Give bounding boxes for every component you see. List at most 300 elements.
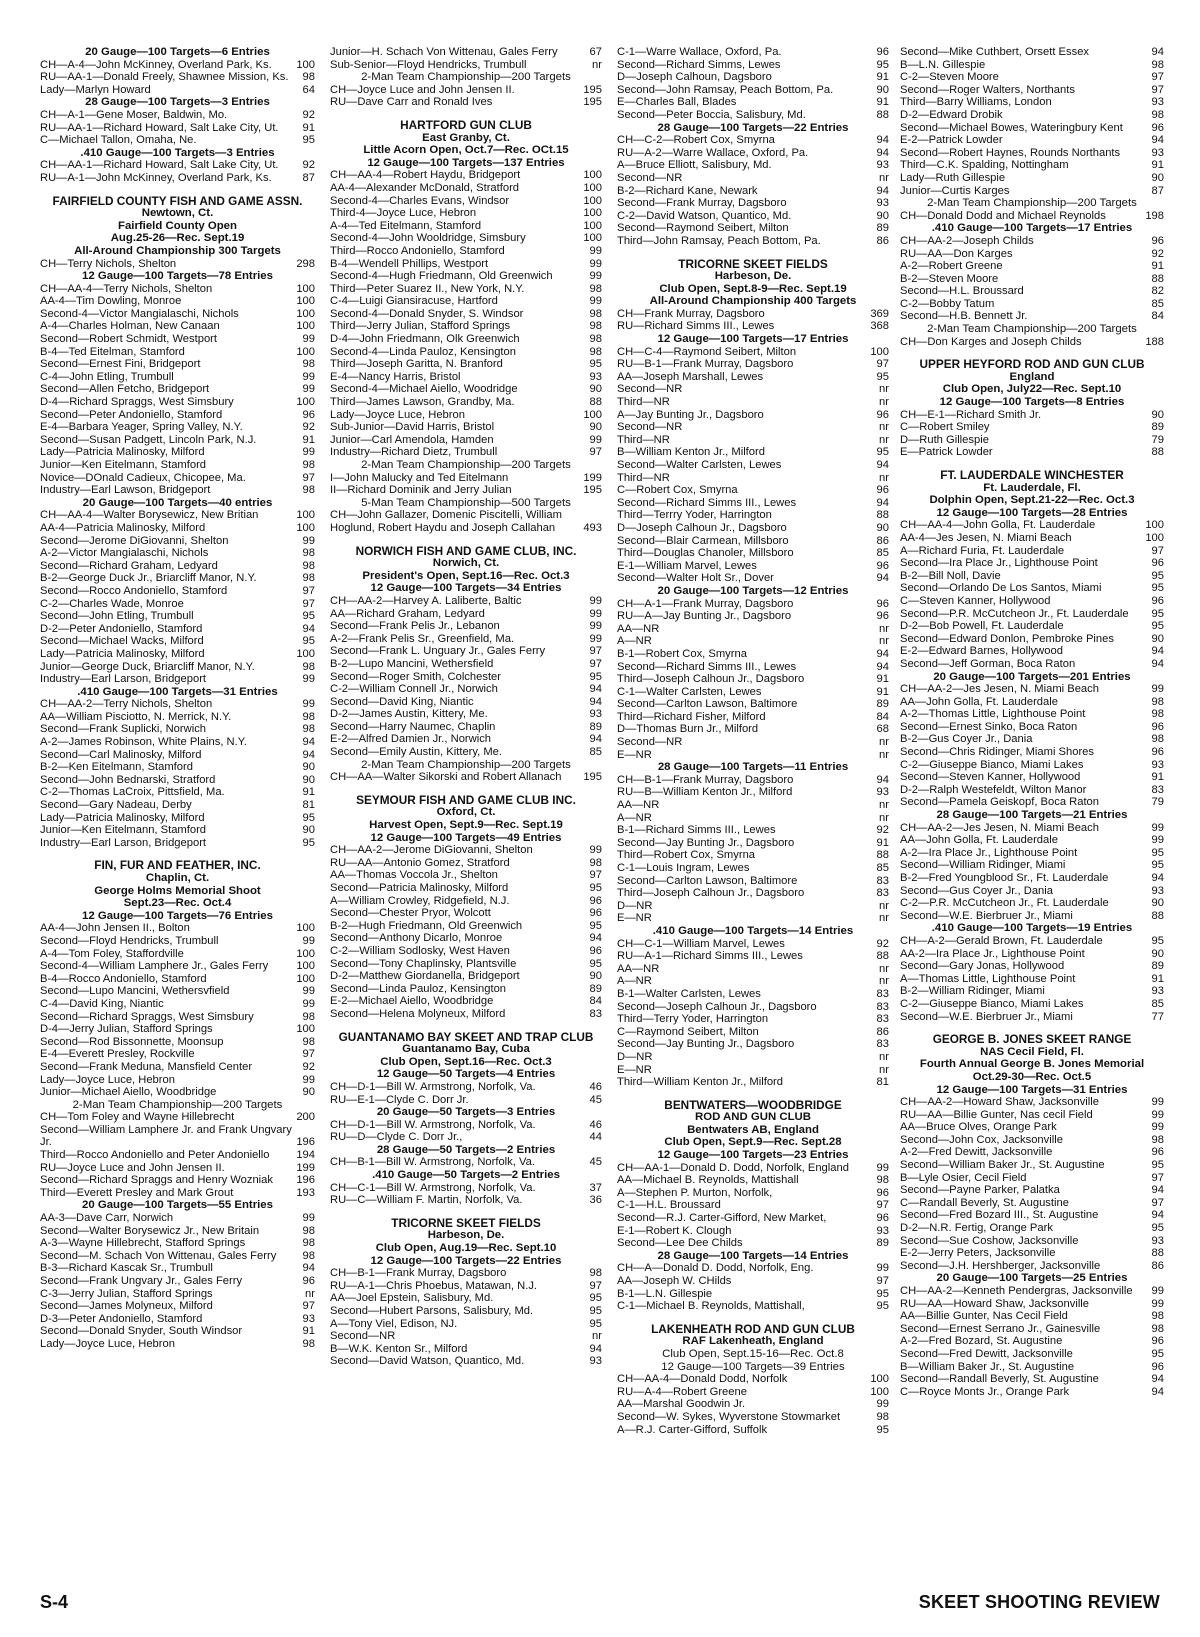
shooter-entry: C-2—Steven Moore xyxy=(900,71,999,84)
result-row xyxy=(40,635,315,648)
result-row xyxy=(900,210,1164,223)
shooter-entry: Second—Gary Nadeau, Derby xyxy=(40,799,192,812)
score: 100 xyxy=(296,960,315,973)
shooter-entry: CH—AA-2—Jes Jesen, N. Miami Beach xyxy=(900,683,1099,696)
result-row xyxy=(617,900,889,913)
shooter-entry: Sub-Junior—David Harris, Bristol xyxy=(330,421,495,434)
shooter-entry: Second—Lee Dee Childs xyxy=(617,1237,743,1250)
result-row xyxy=(900,897,1164,910)
score: 100 xyxy=(1145,531,1164,544)
shooter-entry: A—William Crowley, Ridgefield, N.J. xyxy=(330,894,510,907)
score: nr xyxy=(879,471,889,484)
section-heading: Ft. Lauderdale, Fl. xyxy=(983,481,1081,494)
shooter-entry: B-4—Wendell Phillips, Westport xyxy=(330,257,489,270)
shooter-entry: RU—E-1—Clyde C. Dorr Jr. xyxy=(330,1093,469,1106)
shooter-entry: Second—Frank Suplicki, Norwich xyxy=(40,723,207,736)
result-row xyxy=(40,824,315,837)
score: 92 xyxy=(302,108,315,121)
score: 95 xyxy=(1151,934,1164,947)
result-row xyxy=(617,1225,889,1238)
shooter-entry: C-2—Thomas LaCroix, Pittsfield, Ma. xyxy=(40,786,225,799)
score: 95 xyxy=(302,811,315,824)
score: 93 xyxy=(1151,758,1164,771)
result-row xyxy=(900,645,1164,658)
result-row xyxy=(40,598,315,611)
shooter-entry: Junior—Curtis Karges xyxy=(900,184,1010,197)
score: 195 xyxy=(583,96,602,109)
score: 95 xyxy=(589,358,602,371)
result-row xyxy=(900,134,1164,147)
result-row xyxy=(330,1318,602,1331)
shooter-entry: AA-4—John Jensen II., Bolton xyxy=(40,922,190,935)
shooter-entry: RU—AA-1—Richard Howard, Salt Lake City, Ut. xyxy=(40,121,279,134)
score: 96 xyxy=(1151,1335,1164,1348)
shooter-entry: B-1—Richard Simms III., Lewes xyxy=(617,824,776,837)
shooter-entry: Second—Patricia Malinosky, Milford xyxy=(330,882,509,894)
score: 99 xyxy=(302,383,315,396)
section-heading: All-Around Championship 400 Targets xyxy=(649,295,857,308)
result-row xyxy=(40,610,315,623)
score: 91 xyxy=(302,786,315,799)
section-heading: 12 Gauge—100 Targets—17 Entries xyxy=(657,333,849,346)
result-row xyxy=(900,273,1164,286)
section-heading: 12 Gauge—100 Targets—137 Entries xyxy=(367,156,565,169)
result-row xyxy=(617,222,889,235)
section-heading: President's Open, Sept.16—Rec. Oct.3 xyxy=(362,569,570,582)
result-row xyxy=(330,970,602,983)
result-row xyxy=(40,1325,315,1338)
score: 91 xyxy=(876,96,889,109)
shooter-entry: RU—AA—Antonio Gomez, Stratford xyxy=(330,856,510,869)
shooter-entry: D-3—Peter Andoniello, Stamford xyxy=(40,1312,203,1325)
shooter-entry: AA—Michael B. Reynolds, Mattishall xyxy=(617,1174,799,1187)
score: nr xyxy=(879,421,889,434)
shooter-entry: Second—Ernest Fini, Bridgeport xyxy=(40,358,201,371)
result-row xyxy=(40,1061,315,1074)
shooter-entry: Junior—Michael Aiello, Woodbridge xyxy=(40,1086,217,1099)
result-row xyxy=(330,207,602,220)
shooter-entry: A-2—Fred Bozard, St. Augustine xyxy=(900,1335,1063,1348)
shooter-entry: Lady—Joyce Luce, Hebron xyxy=(40,1073,175,1086)
score: 298 xyxy=(296,257,315,270)
result-row xyxy=(40,122,315,135)
result-row xyxy=(40,761,315,774)
result-row xyxy=(330,371,602,384)
result-row xyxy=(40,383,315,396)
shooter-entry: AA—Joel Epstein, Salisbury, Md. xyxy=(330,1292,494,1305)
shooter-entry: Second—Jay Bunting Jr., Dagsboro xyxy=(617,1038,795,1051)
section-heading: 12 Gauge—100 Targets—49 Entries xyxy=(370,831,562,844)
shooter-entry: Second—H.L. Broussard xyxy=(900,285,1024,298)
score: nr xyxy=(592,1330,602,1343)
shooter-entry: A—NR xyxy=(617,975,652,988)
score: 99 xyxy=(589,594,602,607)
shooter-entry: AA—Bruce Olves, Orange Park xyxy=(900,1121,1057,1134)
result-row xyxy=(40,421,315,434)
result-row xyxy=(900,96,1164,109)
score: 97 xyxy=(302,1300,315,1313)
shooter-entry: RU—A—Jay Bunting Jr., Dagsboro xyxy=(617,610,792,623)
shooter-entry: A-2—Robert Greene xyxy=(900,260,1003,273)
result-row xyxy=(330,1280,602,1293)
result-row xyxy=(617,197,889,210)
shooter-entry: C—Randall Beverly, St. Augustine xyxy=(900,1196,1069,1209)
result-row xyxy=(40,623,315,636)
shooter-entry: D-2—Bob Powell, Ft. Lauderdale xyxy=(900,620,1064,633)
score: 98 xyxy=(302,1224,315,1237)
shooter-entry: A-4—Tom Foley, Staffordville xyxy=(40,947,184,960)
shooter-entry: A-2—Victor Mangialaschi, Nichols xyxy=(40,547,209,560)
score: 100 xyxy=(583,232,602,245)
shooter-entry: AA—Thomas Voccola Jr., Shelton xyxy=(330,869,498,882)
shooter-entry: Second—Sue Coshow, Jacksonville xyxy=(900,1234,1079,1247)
score: 100 xyxy=(296,307,315,320)
result-row xyxy=(330,633,602,646)
score: 99 xyxy=(589,257,602,270)
section-heading: 28 Gauge—100 Targets—11 Entries xyxy=(657,761,849,774)
score: 95 xyxy=(1151,1159,1164,1172)
section-heading: East Granby, Ct. xyxy=(422,131,510,144)
shooter-entry: C-4—David King, Niantic xyxy=(40,997,164,1010)
score: 99 xyxy=(302,673,315,686)
result-row xyxy=(40,1074,315,1087)
score: 88 xyxy=(876,950,889,963)
shooter-entry: CH—Tom Foley and Wayne Hillebrecht xyxy=(40,1111,235,1124)
club-name: TRICORNE SKEET FIELDS xyxy=(391,1215,541,1230)
score: 98 xyxy=(302,459,315,471)
score: 96 xyxy=(876,408,889,421)
result-row xyxy=(617,1386,889,1399)
result-row xyxy=(617,96,889,109)
score: 90 xyxy=(876,521,889,534)
score: 100 xyxy=(583,194,602,207)
shooter-entry: B—W.K. Kenton Sr., Milford xyxy=(330,1342,468,1355)
score: 98 xyxy=(589,345,602,358)
score: 195 xyxy=(583,83,602,96)
score: nr xyxy=(879,171,889,184)
result-row xyxy=(617,346,889,359)
result-row xyxy=(40,1212,315,1225)
shooter-entry: Second—Payne Parker, Palatka xyxy=(900,1184,1060,1197)
shooter-entry: RU—B-1—Frank Murray, Dagsboro xyxy=(617,358,794,371)
score: nr xyxy=(879,396,889,409)
result-row xyxy=(40,1023,315,1036)
score: nr xyxy=(879,912,889,925)
result-row xyxy=(900,336,1164,349)
result-row xyxy=(40,960,315,973)
shooter-entry: Lady—Marlyn Howard xyxy=(40,83,151,96)
result-row xyxy=(900,885,1164,898)
result-row xyxy=(617,887,889,900)
result-row xyxy=(617,875,889,888)
club-name: FIN, FUR AND FEATHER, INC. xyxy=(94,858,261,873)
shooter-entry: Third—Douglas Chanoler, Millsboro xyxy=(617,547,794,560)
result-row xyxy=(617,522,889,535)
section-heading: 12 Gauge—50 Targets—4 Entries xyxy=(376,1068,556,1081)
shooter-entry: Second—Michael Wacks, Milford xyxy=(40,635,204,648)
score: 99 xyxy=(876,1161,889,1174)
shooter-entry: CH—AA-1—Donald D. Dodd, Norfolk, England xyxy=(617,1161,849,1174)
shooter-entry: E—NR xyxy=(617,912,652,925)
club-name: BENTWATERS—WOODBRIDGE xyxy=(664,1097,842,1112)
shooter-entry: Second-4—William Lamphere Jr., Gales Ferry xyxy=(40,960,269,973)
shooter-entry: Lady—Patricia Malinosky, Milford xyxy=(40,811,205,824)
score: 97 xyxy=(1151,1171,1164,1184)
shooter-entry: CH—Frank Murray, Dagsboro xyxy=(617,307,765,320)
result-row xyxy=(617,459,889,472)
score: 100 xyxy=(296,922,315,935)
shooter-entry: D—Thomas Burn Jr., Milford xyxy=(617,723,759,736)
score: 98 xyxy=(876,1174,889,1187)
score: 84 xyxy=(589,995,602,1008)
score: 97 xyxy=(589,446,602,459)
result-row xyxy=(40,812,315,825)
score: nr xyxy=(879,975,889,988)
shooter-entry: A-3—Wayne Hillebrecht, Stafford Springs xyxy=(40,1237,246,1250)
result-row xyxy=(617,1373,889,1386)
score: 94 xyxy=(876,496,889,509)
shooter-entry: E—NR xyxy=(617,748,652,761)
shooter-entry: CH—AA-4—Terry Nichols, Shelton xyxy=(40,282,213,295)
score: 91 xyxy=(1151,159,1164,172)
shooter-entry: B-1—Walter Carlsten, Lewes xyxy=(617,987,761,1000)
shooter-entry: Second—Richard Spraggs, West Simsbury xyxy=(40,1010,254,1023)
shooter-entry: Second—David Watson, Quantico, Md. xyxy=(330,1355,525,1368)
score: 94 xyxy=(302,736,315,749)
result-row xyxy=(900,796,1164,809)
score: 98 xyxy=(1151,708,1164,721)
result-row xyxy=(900,421,1164,434)
shooter-entry: CH—C-2—Robert Cox, Smyrna xyxy=(617,134,775,147)
score: nr xyxy=(879,622,889,635)
shooter-entry: A-2—Frank Pelis Sr., Greenfield, Ma. xyxy=(330,632,515,645)
shooter-entry: CH—AA-2—Joseph Childs xyxy=(900,234,1034,247)
shooter-entry: CH—A—Donald D. Dodd, Norfolk, Eng. xyxy=(617,1262,814,1275)
section-heading: Aug.25-26—Rec. Sept.19 xyxy=(110,232,245,245)
shooter-entry: D-4—John Friedmann, Olk Greenwich xyxy=(330,333,520,346)
score: 95 xyxy=(1151,569,1164,582)
result-row xyxy=(330,59,602,72)
shooter-entry: A-2—Fred Dewitt, Jacksonville xyxy=(900,1146,1053,1159)
shooter-entry: Third-4—Joyce Luce, Hebron xyxy=(330,207,477,220)
result-row xyxy=(330,958,602,971)
score: 92 xyxy=(876,824,889,837)
shooter-entry: Third—Rocco Andoniello, Stamford xyxy=(330,244,505,257)
result-row xyxy=(40,358,315,371)
shooter-entry: Third—Joseph Garitta, N. Branford xyxy=(330,358,503,371)
shooter-entry: C-1—Michael B. Reynolds, Mattishall, xyxy=(617,1300,805,1313)
result-row xyxy=(900,298,1164,311)
result-row xyxy=(330,1343,602,1356)
result-row xyxy=(330,995,602,1008)
shooter-entry: CH—D-1—Bill W. Armstrong, Norfolk, Va. xyxy=(330,1118,536,1131)
result-row xyxy=(617,837,889,850)
result-row xyxy=(330,1330,602,1343)
score: 99 xyxy=(302,1212,315,1225)
result-row xyxy=(40,935,315,948)
score: 92 xyxy=(302,1060,315,1073)
result-row xyxy=(900,159,1164,172)
section-heading: Fairfield County Open xyxy=(118,219,237,232)
score: 98 xyxy=(302,660,315,673)
score: 99 xyxy=(1151,1108,1164,1121)
shooter-entry: A—Bruce Elliott, Salisbury, Md. xyxy=(617,159,772,172)
result-row xyxy=(617,1187,889,1200)
result-row xyxy=(330,620,602,633)
result-row xyxy=(617,1051,889,1064)
score: 194 xyxy=(296,1149,315,1162)
score: 100 xyxy=(296,282,315,295)
shooter-entry: C-1—Louis Ingram, Lewes xyxy=(617,862,750,874)
result-row xyxy=(330,1008,602,1021)
result-row xyxy=(40,661,315,674)
score: 95 xyxy=(1151,1222,1164,1235)
shooter-entry: A-2—James Robinson, White Plains, N.Y. xyxy=(40,736,247,749)
shooter-entry: Second—Richard Graham, Ledyard xyxy=(40,559,218,572)
result-row xyxy=(330,320,602,333)
shooter-entry: E-2—Michael Aiello, Woodbridge xyxy=(330,995,494,1008)
result-row xyxy=(900,721,1164,734)
subsection-heading: 2-Man Team Championship—200 Targets xyxy=(361,459,571,471)
shooter-entry: Second—Richard Simms III., Lewes xyxy=(617,496,797,509)
shooter-entry: CH—AA-4—Donald Dodd, Norfolk xyxy=(617,1373,788,1386)
result-row xyxy=(617,938,889,951)
shooter-entry: Industry—Earl Larson, Bridgeport xyxy=(40,673,207,686)
result-row xyxy=(900,285,1164,298)
shooter-entry: CH—B-1—Frank Murray, Dagsboro xyxy=(617,773,794,786)
club-name: SEYMOUR FISH AND GAME CLUB INC. xyxy=(356,792,576,807)
section-heading: 12 Gauge—100 Targets—31 Entries xyxy=(936,1083,1128,1096)
shooter-entry: E-2—Edward Barnes, Hollywood xyxy=(900,645,1063,658)
subsection-heading: 2-Man Team Championship—200 Targets xyxy=(927,323,1137,336)
shooter-entry: Second-4—Charles Evans, Windsor xyxy=(330,194,510,207)
result-row xyxy=(617,1212,889,1225)
result-row xyxy=(617,673,889,686)
score: 98 xyxy=(1151,108,1164,121)
score: 64 xyxy=(302,83,315,96)
shooter-entry: Second—Floyd Hendricks, Trumbull xyxy=(40,934,219,947)
result-row xyxy=(40,535,315,548)
shooter-entry: AA—John Golla, Ft. Lauderdale xyxy=(900,834,1058,847)
subsection-heading: 2-Man Team Championship—200 Targets xyxy=(361,758,571,771)
score: 369 xyxy=(870,307,889,320)
shooter-entry: Third—John Ramsay, Peach Bottom, Pa. xyxy=(617,234,821,247)
score: 37 xyxy=(589,1181,602,1194)
subsection-heading: 2-Man Team Championship—200 Targets xyxy=(72,1098,283,1111)
result-row xyxy=(40,973,315,986)
shooter-entry: Junior—Carl Amendola, Hamden xyxy=(330,433,494,446)
shooter-entry: Second—Tony Chaplinsky, Plantsville xyxy=(330,957,517,970)
result-row xyxy=(617,786,889,799)
shooter-entry: E—Patrick Lowder xyxy=(900,446,993,459)
result-row xyxy=(900,1121,1164,1134)
shooter-entry: RU—A-2—Warre Wallace, Oxford, Pa. xyxy=(617,146,809,159)
shooter-entry: Junior—George Duck, Briarcliff Manor, N.Y. xyxy=(40,660,255,673)
score: 82 xyxy=(1151,285,1164,298)
shooter-entry: CH—Terry Nichols, Shelton xyxy=(40,257,177,270)
result-row xyxy=(330,358,602,371)
result-row xyxy=(40,1162,315,1175)
score: 95 xyxy=(876,1287,889,1300)
section-heading: Fourth Annual George B. Jones Memorial xyxy=(919,1058,1145,1071)
score: 45 xyxy=(589,1156,602,1169)
shooter-entry: E-2—Jerry Peters, Jacksonville xyxy=(900,1247,1056,1260)
result-row xyxy=(900,746,1164,759)
result-row xyxy=(40,1048,315,1061)
score: 99 xyxy=(1151,1096,1164,1109)
score: 98 xyxy=(302,71,315,84)
score: 46 xyxy=(589,1118,602,1131)
shooter-entry: RU—Joyce Luce and John Jensen II. xyxy=(40,1161,225,1174)
result-row xyxy=(900,147,1164,160)
section-heading: Oxford, Ct. xyxy=(436,806,496,819)
section-heading: ROD AND GUN CLUB xyxy=(694,1111,811,1124)
shooter-entry: D-2—Ralph Westefeldt, Wilton Manor xyxy=(900,783,1087,796)
result-row xyxy=(617,723,889,736)
result-row xyxy=(617,1398,889,1411)
score: 91 xyxy=(1151,771,1164,784)
result-row xyxy=(900,1109,1164,1122)
score: 99 xyxy=(302,997,315,1010)
section-heading: RAF Lakenheath, England xyxy=(682,1335,824,1348)
score: 89 xyxy=(589,982,602,995)
score: 91 xyxy=(876,71,889,84)
result-row xyxy=(617,320,889,333)
shooter-entry: C-4—Luigi Giansiracuse, Hartford xyxy=(330,295,498,308)
result-row xyxy=(330,645,602,658)
result-row xyxy=(617,988,889,1001)
result-row xyxy=(900,834,1164,847)
result-row xyxy=(330,696,602,709)
result-row xyxy=(40,922,315,935)
result-row xyxy=(617,446,889,459)
result-row xyxy=(40,948,315,961)
score: 98 xyxy=(1151,733,1164,746)
score: 97 xyxy=(876,1275,889,1287)
result-row xyxy=(40,1011,315,1024)
shooter-entry: CH—C-4—Raymond Seibert, Milton xyxy=(617,345,797,358)
score: 93 xyxy=(1151,96,1164,109)
shooter-entry: Second—Ernest Sinko, Boca Raton xyxy=(900,720,1078,733)
result-row xyxy=(617,396,889,409)
score: 85 xyxy=(876,862,889,874)
score: 90 xyxy=(876,83,889,96)
section-heading: Dolphin Open, Sept.21-22—Rec. Oct.3 xyxy=(929,494,1135,507)
score: 199 xyxy=(583,471,602,484)
result-row xyxy=(330,907,602,920)
shooter-entry: C-4—John Etling, Trumbull xyxy=(40,370,174,383)
score: 90 xyxy=(302,761,315,774)
shooter-entry: D—Ruth Gillespie xyxy=(900,433,989,446)
score: 85 xyxy=(1151,997,1164,1010)
result-row xyxy=(900,620,1164,633)
club-name: LAKENHEATH ROD AND GUN CLUB xyxy=(651,1321,855,1336)
section-heading: 28 Gauge—100 Targets—14 Entries xyxy=(657,1249,849,1262)
shooter-entry: Second—Lupo Mancini, Wethersvfield xyxy=(40,985,230,998)
section-heading: Guantanamo Bay, Cuba xyxy=(402,1043,530,1056)
score: 94 xyxy=(302,1262,315,1275)
result-row xyxy=(40,648,315,661)
shooter-entry: Second—H.B. Bennett Jr. xyxy=(900,310,1028,323)
score: 198 xyxy=(1145,209,1164,222)
shooter-entry: Second—NR xyxy=(617,383,683,396)
score: 93 xyxy=(589,1355,602,1368)
result-row xyxy=(617,1013,889,1026)
shooter-entry: Second—J.H. Hershberger, Jacksonville xyxy=(900,1259,1101,1272)
score: 100 xyxy=(296,295,315,308)
result-row xyxy=(40,446,315,459)
section-heading: 12 Gauge—100 Targets—22 Entries xyxy=(370,1254,562,1267)
